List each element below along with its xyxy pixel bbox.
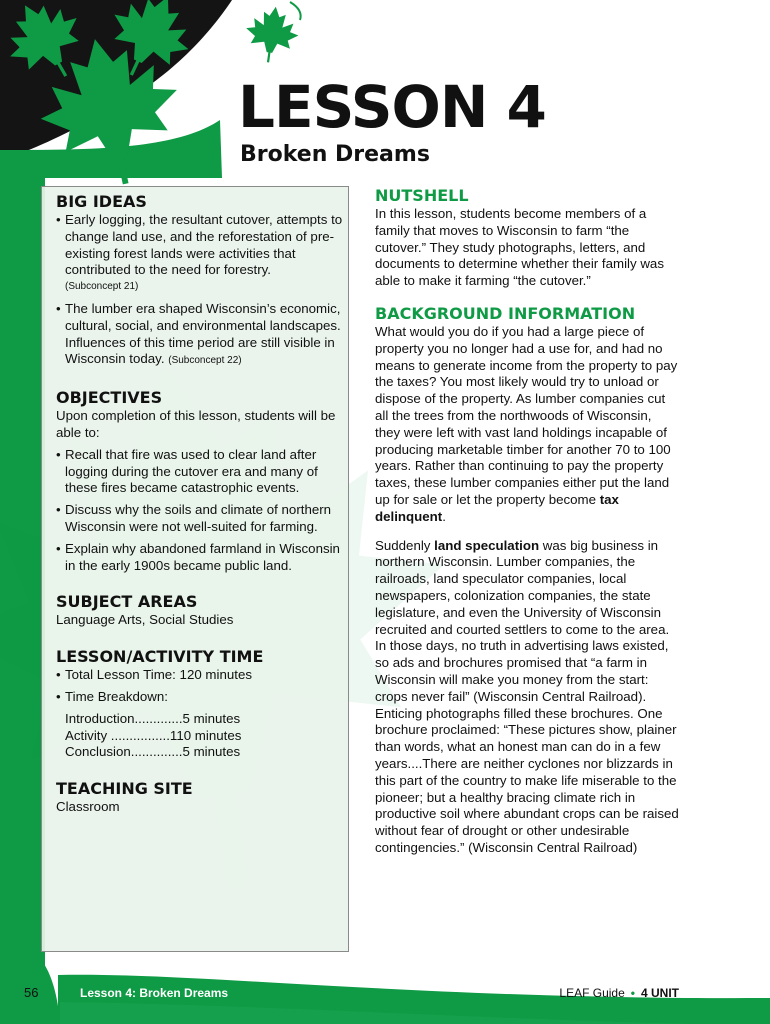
list-item: • Time Breakdown: — [56, 688, 168, 704]
nutshell-text: In this lesson, students become members of a family that moves to Wisconsin to farm “the cutover.” They study photographs, letters, and documents to determine whether their family was able to make it farming “the cutover.” — [375, 206, 664, 289]
list-item: • The lumber era shaped Wisconsin’s economic, cultural, social, and environmental landscapes. Influences of this time period are still visible in Wisconsin today. (Subconcept 22) — [56, 300, 341, 367]
objectives-list — [56, 447, 346, 575]
separator-dot: • — [630, 986, 635, 1000]
time-row: Conclusion..............5 minutes — [65, 744, 241, 760]
objectives-heading: OBJECTIVES — [56, 388, 163, 408]
lesson-subtitle: Broken Dreams — [240, 142, 430, 167]
big-ideas-heading: BIG IDEAS — [56, 192, 147, 211]
time-row: Introduction.............5 minutes — [65, 710, 241, 726]
list-item: • Explain why abandoned farmland in Wisconsin in the early 1900s became public land. — [56, 540, 340, 573]
footer-lesson-label: Lesson 4: Broken Dreams — [80, 986, 229, 1000]
list-item: • Total Lesson Time: 120 minutes — [56, 667, 252, 683]
leaf-stem-line — [290, 2, 301, 20]
lesson-title: LESSON 4 — [238, 73, 546, 141]
time-row: Activity ................110 minutes — [65, 727, 242, 743]
background-heading: BACKGROUND INFORMATION — [375, 303, 636, 323]
background-paragraph-2: Suddenly land speculation was big business in northern Wisconsin. Lumber companies, the railroads, land speculator companies, local newspapers, colonization companies, the state legislature, and even the University of Wisconsin recruited and courted settlers to come to the area. In those days, no truth in advertising laws existed, so ads and brochures promised that “a farm in Wisconsin will make you money from the start: crops never fail” (Wisconsin Central Railroad). Enticing photographs filled these brochures. One brochure proclaimed: “These pictures show, plainer than words, what an honest man can do in a few years....There are neither cyclones nor blizzards in this part of the country to make life miserable to the pioneer; but a healthy bracing climate rich in productive soil where abundant crops can be raised without fear of drought or other undesirable contingencies.” (Wisconsin Central Railroad) — [375, 537, 679, 855]
big-ideas-list — [56, 212, 346, 370]
activity-time-heading: LESSON/ACTIVITY TIME — [56, 647, 264, 667]
list-item: • Discuss why the soils and climate of northern Wisconsin were not well-suited for farming. — [56, 502, 332, 534]
left-column — [56, 192, 346, 816]
page-number: 56 — [24, 985, 39, 1000]
activity-time-list — [56, 667, 346, 706]
list-item: • Early logging, the resultant cutover, attempts to change land use, and the reforestation of pre-existing forest lands were activities that contributed to the need for forestry. (Subconcept 21) — [56, 212, 343, 293]
right-column — [375, 186, 680, 857]
subject-areas-text: Language Arts, Social Studies — [56, 612, 234, 628]
tax-delinquent-term: tax delinquent — [375, 491, 619, 524]
subject-areas-heading: SUBJECT AREAS — [56, 592, 198, 612]
maple-leaf-icon — [242, 3, 302, 66]
list-item: • Recall that fire was used to clear land after logging during the cutover era and many of these fires became catastrophic events. — [56, 446, 318, 496]
teaching-site-heading: TEACHING SITE — [56, 779, 193, 799]
time-breakdown — [56, 711, 346, 761]
background-paragraph-1: What would you do if you had a large piece of property you no longer had a use for, and had no means to generate income from the property to pay the taxes? You most likely would try to unload or dispose of the property. As lumber companies cut all the trees from the northwoods of Wisconsin, they were left with vast land holdings incapable of producing marketable timber for another 70 to 100 years. Rather than continuing to pay the property taxes, these lumber companies either put the land up for sale or let the property become tax delinquent. — [375, 323, 678, 524]
objectives-intro: Upon completion of this lesson, students will be able to: — [56, 408, 336, 440]
nutshell-heading: NUTSHELL — [375, 186, 469, 205]
footer-guide-info: LEAF Guide • 4 UNIT — [559, 986, 679, 1000]
land-speculation-term: land speculation — [434, 537, 540, 553]
teaching-site-text: Classroom — [56, 799, 120, 815]
